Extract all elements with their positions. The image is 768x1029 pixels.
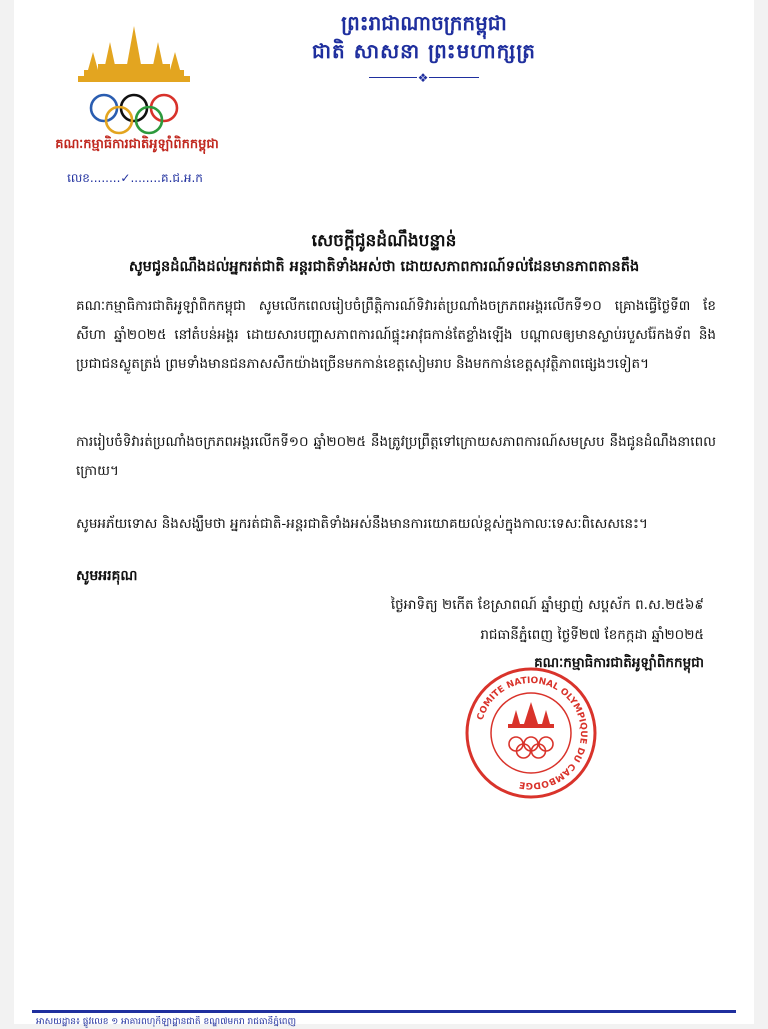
footer-divider [32,1010,736,1013]
lunar-date: ថ្ងៃអាទិត្យ ២កើត ខែស្រាពណ៍ ឆ្នាំម្សាញ់ សប្តស័ក ព.ស.២៥៦៩ [390,597,704,613]
olympic-committee-logo [74,20,194,140]
ornament-divider [369,72,479,84]
national-motto: ជាតិ សាសនា ព្រះមហាក្សត្រ [312,39,536,63]
place-and-date: រាជធានីភ្នំពេញ ថ្ងៃទី២៧ ខែកក្កដា ឆ្នាំ២០២៥ [480,627,704,643]
kingdom-name: ព្រះរាជាណាចក្រកម្ពុជា [341,11,507,35]
reference-number: លេខ........✓........គ.ជ.អ.ក [67,171,203,185]
document-title: សេចក្តីជូនដំណឹងបន្ទាន់ [311,231,457,251]
document-page [14,0,754,1027]
ornament-icon: ❖ [417,71,429,85]
stamp-text: COMITE NATIONAL OLYMPIQUE DU CAMBODGE [475,675,589,791]
signatory: គណៈកម្មាធិការជាតិអូឡាំពិកកម្ពុជា [534,655,704,671]
footer-address: អាសយដ្ឋាន៖ ផ្លូវលេខ ១ អាគារពហុកីឡាដ្ឋានជាតិ ខណ្ឌ៧មករា រាជធានីភ្នំពេញ [36,1017,297,1027]
paragraph-3: សូមអភ័យទោស និងសង្ឃឹមថា អ្នករត់ជាតិ-អន្តរជាតិទាំងអស់នឹងមានការយោគយល់ខ្ពស់ក្នុងកាលៈទេសៈពិសេសនេះ។ [76,516,648,532]
document-subtitle: សូមជូនដំណឹងដល់អ្នករត់ជាតិ អន្តរជាតិទាំងអស់ថា ដោយសភាពការណ៍ទល់ដែនមានភាពតានតឹង [128,259,640,275]
closing-thanks: សូមអរគុណ [76,568,138,584]
kingdom-header [274,10,574,84]
paragraph-2: ការរៀបចំទិវារត់ប្រណាំងចក្រភពអង្គរលើកទី១០ ឆ្នាំ២០២៥ នឹងត្រូវប្រព្រឹត្តទៅក្រោយសភាពការណ៍សមស្រប នឹងជូនដំណឹងនាពេលក្រោយ។ [76,434,716,479]
official-stamp [462,664,600,802]
paragraph-1: គណៈកម្មាធិការជាតិអូឡាំពិកកម្ពុជា សូមលើកពេលរៀបចំព្រឹត្តិការណ៍ទិវារត់ប្រណាំងចក្រភពអង្គរលើកទី១០ គ្រោងធ្វើថ្ងៃទី៣ ខែសីហា ឆ្នាំ២០២៥ នៅតំបន់អង្គរ ដោយសារបញ្ហាសភាពការណ៍ផ្ទុះអាវុធកាន់តែខ្លាំងឡើង បណ្តាលឲ្យមានស្លាប់របួសរ៉ែកងទ័ព និងប្រជាជនស្លូតត្រង់ ព្រមទាំងមានជនភាសសឹកយ៉ាងច្រើនមកកាន់ខេត្តសៀមរាប និងមកកាន់ខេត្តសុវត្ថិភាពផ្សេងៗទៀត។ [76,298,716,372]
organization-name: គណៈកម្មាធិការជាតិអូឡាំពិកកម្ពុជា [55,137,219,152]
